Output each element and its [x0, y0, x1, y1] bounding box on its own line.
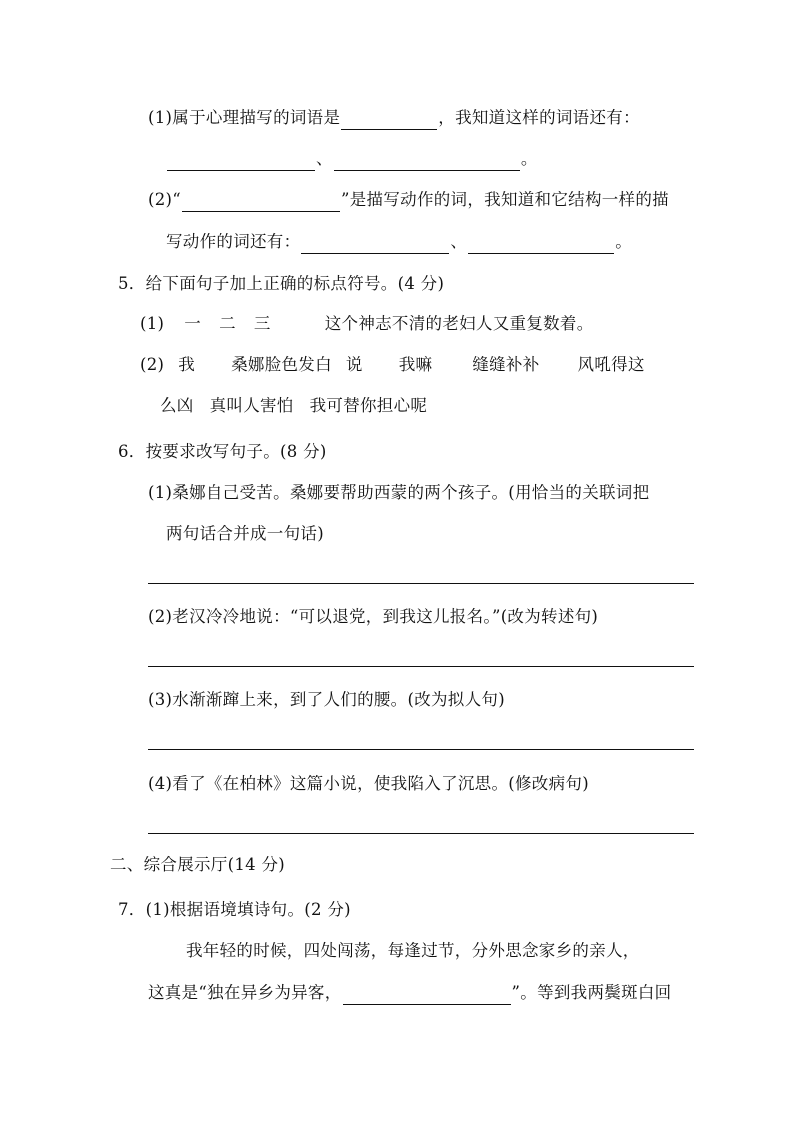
- q4-item-1: [148, 106, 640, 130]
- separator: 、: [316, 149, 333, 168]
- answer-blank[interactable]: [341, 111, 437, 130]
- sentence-fragment: 风吼得这: [577, 355, 645, 374]
- q4-item-2: [148, 188, 669, 212]
- answer-blank[interactable]: [468, 235, 614, 254]
- answer-line[interactable]: [148, 666, 694, 667]
- sentence-fragment: 桑娜脸色发白: [231, 355, 332, 374]
- answer-blank[interactable]: [301, 235, 449, 254]
- q6-item-1: (1)桑娜自己受苦。桑娜要帮助西蒙的两个孩子。(用恰当的关联词把: [148, 483, 650, 502]
- q5-title: 5．给下面句子加上正确的标点符号。(4 分): [118, 274, 445, 293]
- q4-item-2-text: (2)“: [148, 190, 182, 209]
- q6-item-2: (2)老汉冷冷地说：“可以退党，到我这儿报名。”(改为转述句): [148, 607, 599, 626]
- q4-item-1-cont: [166, 147, 538, 171]
- sentence-fragment: 二: [219, 314, 236, 333]
- sentence-fragment: 缝缝补补: [472, 355, 540, 374]
- q7-text: 这真是“独在异乡为异客，: [148, 983, 342, 1002]
- sentence-fragment: 我: [178, 355, 196, 374]
- answer-blank[interactable]: [182, 193, 340, 212]
- item-number: (1): [140, 314, 165, 333]
- item-number: (2): [140, 355, 165, 374]
- q5-sentence-2: [140, 353, 645, 377]
- q4-item-2-text-2: ”是描写动作的词，我知道和它结构一样的描: [341, 190, 669, 209]
- q6-item-3: (3)水渐渐蹿上来，到了人们的腰。(改为拟人句): [148, 690, 505, 709]
- q7-paragraph-line-2: [148, 981, 671, 1005]
- answer-blank[interactable]: [343, 986, 511, 1005]
- answer-blank[interactable]: [334, 152, 520, 171]
- sentence-fragment: 真叫人害怕: [209, 396, 294, 415]
- q6-item-1-cont: 两句话合并成一句话): [166, 524, 324, 543]
- q7-paragraph-line-1: 我年轻的时候，四处闯荡，每逢过节，分外思念家乡的亲人，: [186, 941, 640, 960]
- answer-blank[interactable]: [167, 152, 315, 171]
- sentence-fragment: 我嘛: [398, 355, 433, 374]
- period: 。: [615, 232, 633, 251]
- sentence-fragment: 这个神志不清的老妇人又重复数着。: [324, 314, 594, 333]
- q4-item-2-cont: [166, 230, 632, 254]
- q7-text-2: ”。等到我两鬓斑白回: [511, 983, 672, 1002]
- q7-title: 7．(1)根据语境填诗句。(2 分): [118, 900, 351, 919]
- answer-line[interactable]: [148, 833, 694, 834]
- answer-line[interactable]: [148, 749, 694, 750]
- q5-sentence-1: [140, 312, 594, 336]
- sentence-fragment: 三: [253, 314, 271, 333]
- q4-item-1-text-2: ，我知道这样的词语还有：: [438, 108, 640, 127]
- answer-line[interactable]: [148, 583, 694, 584]
- section-2-title: 二、综合展示厅(14 分): [110, 855, 286, 874]
- q6-title: 6．按要求改写句子。(8 分): [118, 442, 327, 461]
- sentence-fragment: 一: [184, 314, 202, 333]
- sentence-fragment: 说: [345, 355, 363, 374]
- q6-item-4: (4)看了《在柏林》这篇小说，使我陷入了沉思。(修改病句): [148, 774, 589, 793]
- q5-sentence-2-cont: [160, 394, 427, 418]
- sentence-fragment: 么凶: [160, 396, 194, 415]
- period: 。: [520, 149, 538, 168]
- q4-item-2-text-3: 写动作的词还有：: [166, 232, 301, 251]
- separator: 、: [450, 232, 468, 251]
- sentence-fragment: 我可替你担心呢: [309, 396, 428, 415]
- q4-item-1-text: (1)属于心理描写的词语是: [148, 108, 341, 127]
